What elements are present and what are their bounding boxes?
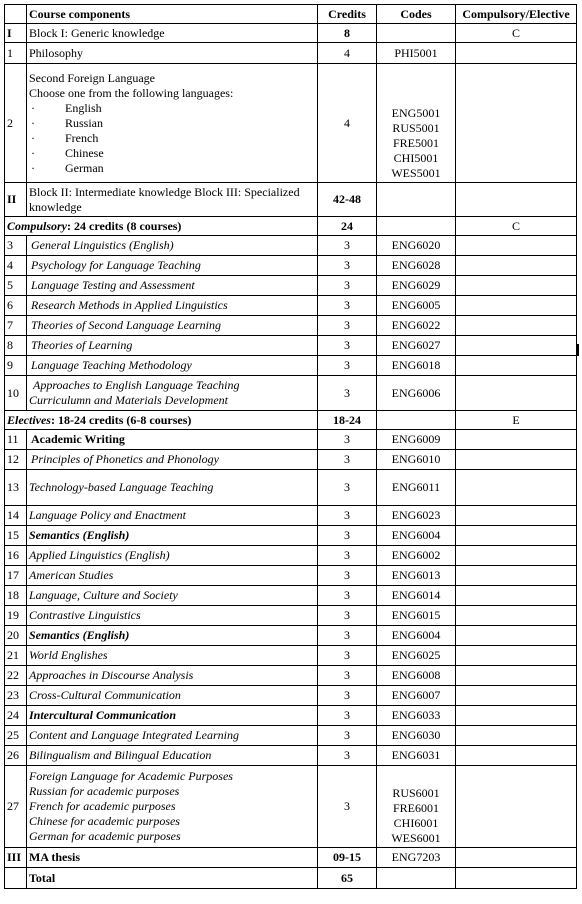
language-item: · German <box>31 160 104 175</box>
thesis-num: III <box>5 848 27 868</box>
course-row-9 <box>5 356 577 376</box>
course-num: 15 <box>5 526 27 546</box>
course-compulsory <box>456 64 577 183</box>
course-num: 7 <box>5 316 27 336</box>
block-2-row <box>5 183 577 217</box>
course-code: ENG6027 <box>377 336 456 356</box>
course-components-table <box>4 4 577 889</box>
course-num: 23 <box>5 686 27 706</box>
course-compulsory <box>456 450 577 470</box>
course-compulsory <box>456 316 577 336</box>
course-credits: 3 <box>318 626 377 646</box>
thesis-compulsory <box>456 848 577 868</box>
language-item: · Russian <box>31 115 104 130</box>
course-row-14 <box>5 506 577 526</box>
language-list <box>29 101 315 176</box>
course-num: 27 <box>5 766 27 848</box>
course-name: Bilingualism and Bilingual Education <box>27 746 318 766</box>
course-compulsory <box>456 626 577 646</box>
course-compulsory <box>456 666 577 686</box>
header-num <box>5 5 27 24</box>
block-1-code <box>377 24 456 43</box>
course-compulsory <box>456 526 577 546</box>
course-compulsory <box>456 376 577 411</box>
course-name-line: Approaches to English Language Teaching <box>33 378 240 392</box>
course-name-line: Chinese for academic purposes <box>29 814 180 828</box>
course-compulsory <box>456 43 577 64</box>
course-compulsory <box>456 336 577 356</box>
course-num: 19 <box>5 606 27 626</box>
course-compulsory <box>456 686 577 706</box>
header-credits: Credits <box>318 5 377 24</box>
course-num: 6 <box>5 296 27 316</box>
bullet: · <box>31 115 35 130</box>
course-num: 16 <box>5 546 27 566</box>
course-name: Cross-Cultural Communication <box>27 686 318 706</box>
course-row-23 <box>5 686 577 706</box>
course-credits: 3 <box>318 726 377 746</box>
course-row-8 <box>5 336 577 356</box>
language-codes: ENG5001 RUS5001 FRE5001 CHI5001 WES5001 <box>377 64 456 183</box>
bullet: · <box>31 130 35 145</box>
course-code: ENG6022 <box>377 316 456 336</box>
thesis-code: ENG7203 <box>377 848 456 868</box>
course-name: Approaches in Discourse Analysis <box>27 666 318 686</box>
course-credits: 3 <box>318 276 377 296</box>
course-name: World Englishes <box>27 646 318 666</box>
course-num: 26 <box>5 746 27 766</box>
course-credits: 3 <box>318 450 377 470</box>
academic-purposes-codes <box>377 766 456 848</box>
course-compulsory <box>456 236 577 256</box>
course-compulsory <box>456 296 577 316</box>
course-credits: 3 <box>318 606 377 626</box>
course-credits: 3 <box>318 376 377 411</box>
course-name-line: Foreign Language for Academic Purposes <box>29 769 233 783</box>
block-1-compulsory: C <box>456 24 577 43</box>
course-compulsory <box>456 470 577 506</box>
course-name: Semantics (English) <box>27 626 318 646</box>
course-code: ENG6013 <box>377 566 456 586</box>
block-1-credits: 8 <box>318 24 377 43</box>
course-code: ENG6006 <box>377 376 456 411</box>
block-2-compulsory <box>456 183 577 217</box>
page-edge-marker <box>577 344 579 356</box>
course-row-4 <box>5 256 577 276</box>
course-name <box>27 376 318 411</box>
course-credits: 3 <box>318 586 377 606</box>
course-row-2 <box>5 64 577 183</box>
course-num: 3 <box>5 236 27 256</box>
course-row-26 <box>5 746 577 766</box>
course-compulsory <box>456 606 577 626</box>
course-credits: 3 <box>318 706 377 726</box>
course-code: CHI6001 <box>393 816 439 830</box>
thesis-name: MA thesis <box>27 848 318 868</box>
language-item: · English <box>31 100 102 115</box>
course-row-5 <box>5 276 577 296</box>
course-code: ENG6031 <box>377 746 456 766</box>
compulsory-section-row <box>5 217 577 236</box>
course-num: 8 <box>5 336 27 356</box>
course-num: 10 <box>5 376 27 411</box>
bullet: · <box>31 100 35 115</box>
course-name <box>27 766 318 848</box>
course-row-18 <box>5 586 577 606</box>
course-num: 21 <box>5 646 27 666</box>
block-1-name: Block I: Generic knowledge <box>27 24 318 43</box>
course-num: 25 <box>5 726 27 746</box>
compulsory-flag: C <box>456 217 577 236</box>
course-name: Psychology for Language Teaching <box>27 256 318 276</box>
course-credits: 3 <box>318 236 377 256</box>
block-2-credits: 42-48 <box>318 183 377 217</box>
course-code: ENG6011 <box>377 470 456 506</box>
total-compulsory <box>456 868 577 889</box>
course-num: 14 <box>5 506 27 526</box>
course-num: 13 <box>5 470 27 506</box>
course-row-21 <box>5 646 577 666</box>
course-compulsory <box>456 766 577 848</box>
course-name: Technology-based Language Teaching <box>27 470 318 506</box>
course-name: Applied Linguistics (English) <box>27 546 318 566</box>
course-code: ENG6002 <box>377 546 456 566</box>
course-credits: 3 <box>318 336 377 356</box>
course-code: ENG6005 <box>377 296 456 316</box>
course-code: ENG6020 <box>377 236 456 256</box>
header-row <box>5 5 577 24</box>
course-name: Intercultural Communication <box>27 706 318 726</box>
electives-credits: 18-24 <box>318 411 377 430</box>
course-compulsory <box>456 566 577 586</box>
course-name: Content and Language Integrated Learning <box>27 726 318 746</box>
header-course-components: Course components <box>27 5 318 24</box>
course-num: 4 <box>5 256 27 276</box>
course-code: ENG6009 <box>377 430 456 450</box>
language-item: · Chinese <box>31 145 104 160</box>
course-compulsory <box>456 726 577 746</box>
course-num: 9 <box>5 356 27 376</box>
course-code: ENG6023 <box>377 506 456 526</box>
course-code: WES6001 <box>391 831 441 845</box>
course-compulsory <box>456 356 577 376</box>
course-code: ENG6015 <box>377 606 456 626</box>
course-code: ENG6029 <box>377 276 456 296</box>
course-name: Academic Writing <box>27 430 318 450</box>
course-credits: 4 <box>318 64 377 183</box>
second-foreign-language-cell <box>27 64 318 183</box>
course-name: Language Policy and Enactment <box>27 506 318 526</box>
course-credits: 3 <box>318 646 377 666</box>
course-code: ENG6025 <box>377 646 456 666</box>
block-2-num: II <box>5 183 27 217</box>
course-code: ENG6014 <box>377 586 456 606</box>
thesis-credits: 09-15 <box>318 848 377 868</box>
compulsory-code <box>377 217 456 236</box>
course-code: ENG6028 <box>377 256 456 276</box>
course-credits: 3 <box>318 766 377 848</box>
course-code: ENG6030 <box>377 726 456 746</box>
course-code: ENG6018 <box>377 356 456 376</box>
course-row-13 <box>5 470 577 506</box>
course-name: Theories of Second Language Learning <box>27 316 318 336</box>
course-compulsory <box>456 646 577 666</box>
course-name: Theories of Learning <box>27 336 318 356</box>
course-code: PHI5001 <box>377 43 456 64</box>
block-2-code <box>377 183 456 217</box>
course-code: ENG6004 <box>377 626 456 646</box>
total-num <box>5 868 27 889</box>
course-credits: 3 <box>318 356 377 376</box>
course-row-24 <box>5 706 577 726</box>
course-name: Second Foreign Language <box>29 70 155 85</box>
course-num: 20 <box>5 626 27 646</box>
course-name: Contrastive Linguistics <box>27 606 318 626</box>
course-name: Philosophy <box>27 43 318 64</box>
course-credits: 3 <box>318 746 377 766</box>
course-num: 17 <box>5 566 27 586</box>
bullet: · <box>31 160 35 175</box>
course-name: American Studies <box>27 566 318 586</box>
course-name: Language, Culture and Society <box>27 586 318 606</box>
course-name-line: German for academic purposes <box>29 829 181 843</box>
course-row-3 <box>5 236 577 256</box>
compulsory-section-label: Compulsory: 24 credits (8 courses) <box>5 217 318 236</box>
thesis-row <box>5 848 577 868</box>
course-row-27 <box>5 766 577 848</box>
course-credits: 3 <box>318 546 377 566</box>
course-credits: 4 <box>318 43 377 64</box>
course-num: 11 <box>5 430 27 450</box>
course-row-25 <box>5 726 577 746</box>
course-credits: 3 <box>318 566 377 586</box>
course-num: 12 <box>5 450 27 470</box>
course-compulsory <box>456 546 577 566</box>
course-name: Research Methods in Applied Linguistics <box>27 296 318 316</box>
compulsory-credits: 24 <box>318 217 377 236</box>
course-code: FRE6001 <box>392 801 439 815</box>
block-1-row <box>5 24 577 43</box>
course-credits: 3 <box>318 430 377 450</box>
course-compulsory <box>456 746 577 766</box>
course-num: 2 <box>5 64 27 183</box>
course-code: ENG6008 <box>377 666 456 686</box>
electives-code <box>377 411 456 430</box>
course-row-19 <box>5 606 577 626</box>
course-name: General Linguistics (English) <box>27 236 318 256</box>
course-code: ENG6010 <box>377 450 456 470</box>
course-credits: 3 <box>318 686 377 706</box>
course-compulsory <box>456 586 577 606</box>
course-num: 18 <box>5 586 27 606</box>
course-name: Language Teaching Methodology <box>27 356 318 376</box>
course-name: Semantics (English) <box>27 526 318 546</box>
course-code: RUS6001 <box>392 786 440 800</box>
course-row-6 <box>5 296 577 316</box>
course-num: 5 <box>5 276 27 296</box>
course-name: Language Testing and Assessment <box>27 276 318 296</box>
course-row-22 <box>5 666 577 686</box>
course-credits: 3 <box>318 316 377 336</box>
electives-flag: E <box>456 411 577 430</box>
block-1-num: I <box>5 24 27 43</box>
total-row <box>5 868 577 889</box>
course-credits: 3 <box>318 526 377 546</box>
course-row-15 <box>5 526 577 546</box>
course-row-12 <box>5 450 577 470</box>
course-row-20 <box>5 626 577 646</box>
course-num: 22 <box>5 666 27 686</box>
course-num: 24 <box>5 706 27 726</box>
course-row-1 <box>5 43 577 64</box>
course-row-7 <box>5 316 577 336</box>
course-name-line: Curriculumn and Materials Development <box>29 393 228 407</box>
course-compulsory <box>456 706 577 726</box>
electives-section-row <box>5 411 577 430</box>
total-label: Total <box>27 868 318 889</box>
course-row-17 <box>5 566 577 586</box>
language-item: · French <box>31 130 99 145</box>
course-code: ENG6033 <box>377 706 456 726</box>
block-2-name: Block II: Intermediate knowledge Block III: Specialized knowledge <box>27 183 318 217</box>
course-row-10 <box>5 376 577 411</box>
course-credits: 3 <box>318 666 377 686</box>
course-name: Principles of Phonetics and Phonology <box>27 450 318 470</box>
course-compulsory <box>456 256 577 276</box>
total-credits: 65 <box>318 868 377 889</box>
course-credits: 3 <box>318 296 377 316</box>
bullet: · <box>31 145 35 160</box>
electives-section-label: Electives: 18-24 credits (6-8 courses) <box>5 411 318 430</box>
course-credits: 3 <box>318 256 377 276</box>
course-code: ENG6007 <box>377 686 456 706</box>
header-codes: Codes <box>377 5 456 24</box>
course-compulsory <box>456 506 577 526</box>
course-name-line: French for academic purposes <box>29 799 176 813</box>
course-credits: 3 <box>318 506 377 526</box>
course-name-line: Russian for academic purposes <box>29 784 180 798</box>
course-code: ENG6004 <box>377 526 456 546</box>
header-compulsory-elective: Compulsory/Elective <box>456 5 577 24</box>
course-note: Choose one from the following languages: <box>29 85 234 100</box>
course-credits: 3 <box>318 470 377 506</box>
course-num: 1 <box>5 43 27 64</box>
total-code <box>377 868 456 889</box>
course-compulsory <box>456 276 577 296</box>
course-row-11 <box>5 430 577 450</box>
course-row-16 <box>5 546 577 566</box>
course-compulsory <box>456 430 577 450</box>
